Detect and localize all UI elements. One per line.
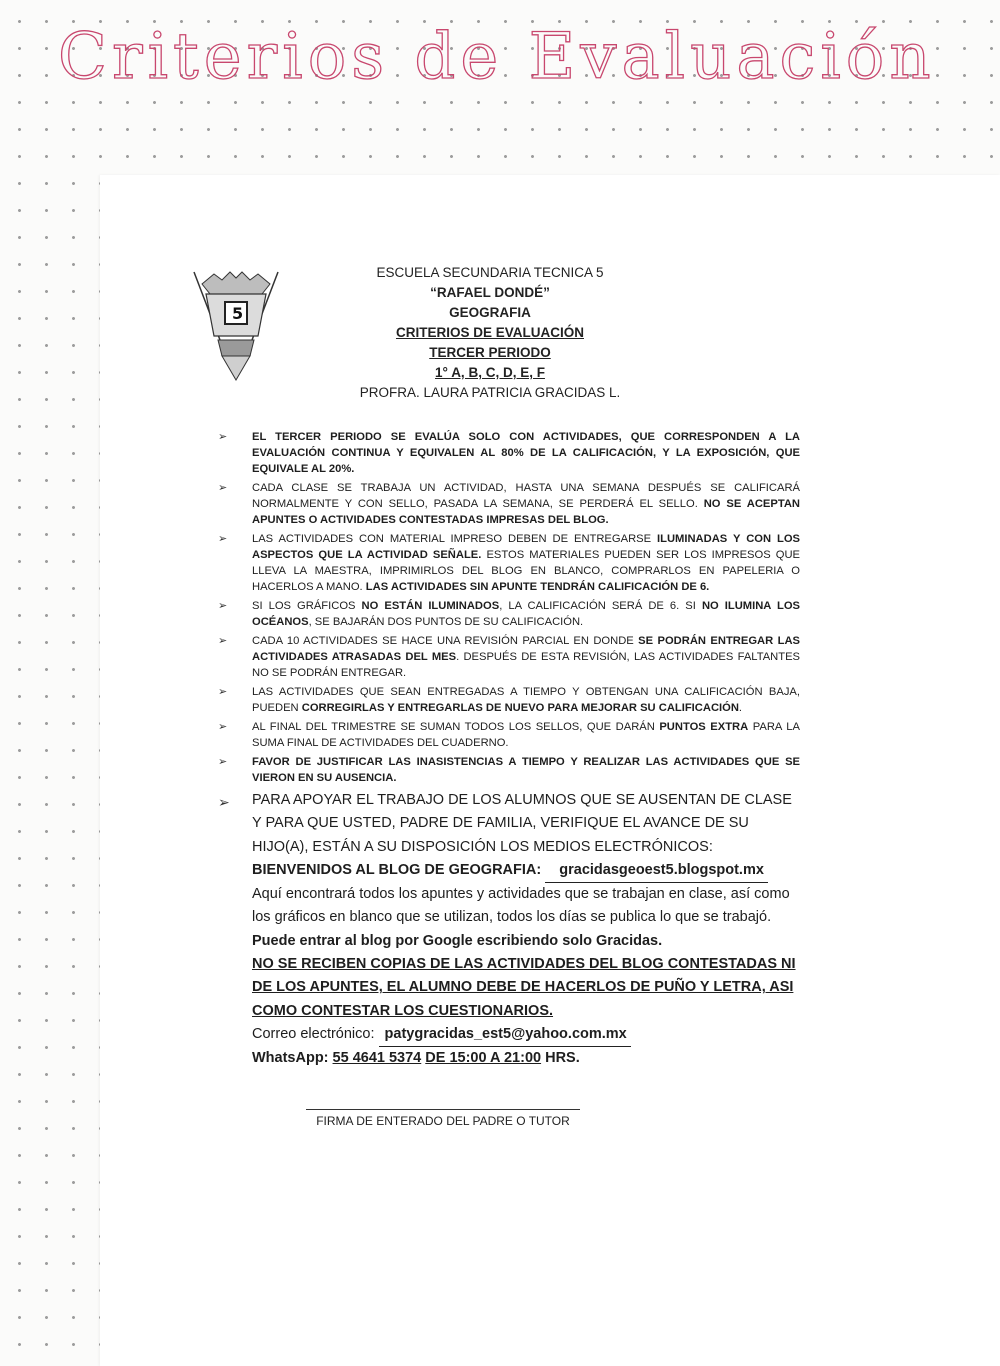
- arrow-icon: ➢: [218, 794, 230, 810]
- criteria-text: ILUMINADAS Y CON LOS ASPECTOS QUE LA ACTIVIDAD SEÑALE.: [252, 533, 800, 561]
- signature-line: [306, 1109, 580, 1110]
- document-title: CRITERIOS DE EVALUACIÓN: [395, 325, 584, 340]
- arrow-icon: ➢: [218, 431, 228, 443]
- criteria-text: LAS ACTIVIDADES CON MATERIAL IMPRESO DEBEN DE ENTREGARSE: [252, 533, 658, 545]
- signature-label: FIRMA DE ENTERADO DEL PADRE O TUTOR: [316, 1114, 570, 1128]
- criteria-text: NO ESTÁN ILUMINADOS: [361, 600, 500, 612]
- criteria-text: AL FINAL DEL TRIMESTRE SE SUMAN TODOS LOS SELLOS, QUE DARÁN: [252, 721, 660, 733]
- blog-label: BIENVENIDOS AL BLOG DE GEOGRAFIA:: [252, 861, 542, 878]
- arrow-icon: ➢: [218, 482, 228, 494]
- criteria-item: [218, 531, 800, 595]
- criteria-text: . DESPUÉS DE ESTA REVISIÓN, LAS ACTIVIDADES FALTANTES NO SE PODRÁN ENTREGAR.: [252, 651, 800, 679]
- subject: GEOGRAFIA: [449, 305, 531, 320]
- criteria-item: [218, 754, 800, 786]
- school-crest-icon: [192, 270, 280, 386]
- groups: 1° A, B, C, D, E, F: [435, 365, 545, 380]
- arrow-icon: ➢: [218, 635, 228, 647]
- handwritten-title: Criterios de Evaluación: [58, 20, 936, 94]
- arrow-icon: ➢: [218, 686, 228, 698]
- criteria-item: [218, 684, 800, 716]
- criteria-text: SE PODRÁN ENTREGAR LAS ACTIVIDADES ATRASADAS DEL MES: [252, 635, 800, 663]
- criteria-text: NO SE ACEPTAN APUNTES O ACTIVIDADES CONTESTADAS IMPRESAS DEL BLOG.: [252, 498, 801, 526]
- criteria-text: , LA CALIFICACIÓN SERÁ DE 6. SI: [499, 600, 702, 612]
- criteria-text: , SE BAJARÁN DOS PUNTOS DE SU CALIFICACIÓN.: [308, 616, 584, 628]
- criteria-text: PUNTOS EXTRA: [659, 721, 749, 733]
- document-header: [300, 263, 680, 403]
- criteria-item: [218, 633, 800, 681]
- printed-sheet: [100, 175, 1000, 1366]
- criteria-text: ESTOS MATERIALES PUEDEN SER LOS IMPRESOS QUE LLEVA LA MAESTRA, IMPRIMIRLOS DEL BLOG EN BLANCO, COMPRARLOS EN PAPELERIA O HACERLOS A MANO.: [252, 549, 800, 593]
- blog-tip: Puede entrar al blog por Google escribiendo solo Gracidas.: [252, 932, 663, 949]
- whatsapp-hrs: HRS.: [545, 1050, 580, 1067]
- period: TERCER PERIODO: [429, 345, 551, 360]
- criteria-item: [218, 598, 800, 630]
- electronic-resources-item: [218, 789, 800, 1071]
- whatsapp-number[interactable]: 55 4641 5374: [332, 1050, 422, 1067]
- criteria-text: NO ILUMINA LOS OCÉANOS: [252, 600, 801, 628]
- arrow-icon: ➢: [218, 533, 228, 545]
- criteria-item: [218, 429, 800, 477]
- resources-intro: PARA APOYAR EL TRABAJO DE LOS ALUMNOS QUE SE AUSENTAN DE CLASE Y PARA QUE USTED, PADRE DE FAMILIA, VERIFIQUE EL AVANCE DE SU HIJO(A), ESTÁN A SU DISPOSICIÓN LOS MEDIOS ELECTRÓNICOS:: [252, 792, 792, 855]
- criteria-text: FAVOR DE JUSTIFICAR LAS INASISTENCIAS A TIEMPO Y REALIZAR LAS ACTIVIDADES QUE SE VIERON EN SU AUSENCIA.: [252, 756, 800, 784]
- criteria-text: EL TERCER PERIODO SE EVALÚA SOLO CON ACTIVIDADES, QUE CORRESPONDEN A LA EVALUACIÓN CONTINUA Y EQUIVALEN AL 80% DE LA CALIFICACIÓN, Y LA EXPOSICIÓN, QUE EQUIVALE AL 20%.: [252, 431, 800, 475]
- criteria-text: CORREGIRLAS Y ENTREGARLAS DE NUEVO PARA MEJORAR SU CALIFICACIÓN: [301, 702, 739, 714]
- criteria-text: CADA 10 ACTIVIDADES SE HACE UNA REVISIÓN PARCIAL EN DONDE: [252, 635, 639, 647]
- criteria-item: [218, 719, 800, 751]
- criteria-list: [218, 429, 800, 1074]
- crest-number: 5: [232, 304, 244, 323]
- arrow-icon: ➢: [218, 600, 228, 612]
- signature-block: [306, 1109, 580, 1128]
- email-address[interactable]: patygracidas_est5@yahoo.com.mx: [384, 1025, 627, 1042]
- blog-url[interactable]: gracidasgeoest5.blogspot.mx: [559, 861, 764, 878]
- blog-description: Aquí encontrará todos los apuntes y actividades que se trabajan en clase, así como los gráficos en blanco que se utilizan, todos los días se publica lo que se trabajó.: [252, 886, 790, 926]
- criteria-text: .: [738, 702, 743, 714]
- school-name: ESCUELA SECUNDARIA TECNICA 5: [376, 265, 604, 280]
- email-label: Correo electrónico:: [252, 1025, 375, 1042]
- arrow-icon: ➢: [218, 721, 228, 733]
- criteria-text: LAS ACTIVIDADES QUE SEAN ENTREGADAS A TIEMPO Y OBTENGAN UNA CALIFICACIÓN BAJA, PUEDEN: [252, 686, 800, 714]
- criteria-item: [218, 480, 800, 528]
- school-honoree: “RAFAEL DONDÉ”: [430, 285, 550, 300]
- whatsapp-hours: DE 15:00 A 21:00: [425, 1050, 542, 1067]
- criteria-text: PARA LA SUMA FINAL DE ACTIVIDADES DEL CUADERNO.: [252, 721, 800, 749]
- criteria-text: CADA CLASE SE TRABAJA UN ACTIVIDAD, HASTA UNA SEMANA DESPUÉS SE CALIFICARÁ NORMALMENTE Y CON SELLO, PASADA LA SEMANA, SE PERDERÁ EL SELLO.: [252, 482, 800, 510]
- copy-warning: NO SE RECIBEN COPIAS DE LAS ACTIVIDADES DEL BLOG CONTESTADAS NI DE LOS APUNTES, EL ALUMNO DEBE DE HACERLOS DE PUÑO Y LETRA, ASI COMO CONTESTAR LOS CUESTIONARIOS.: [252, 956, 796, 1019]
- whatsapp-label: WhatsApp:: [252, 1050, 329, 1067]
- arrow-icon: ➢: [218, 756, 228, 768]
- criteria-text: LAS ACTIVIDADES SIN APUNTE TENDRÁN CALIFICACIÓN DE 6.: [365, 581, 710, 593]
- criteria-text: SI LOS GRÁFICOS: [252, 600, 362, 612]
- teacher-name: PROFRA. LAURA PATRICIA GRACIDAS L.: [359, 385, 621, 400]
